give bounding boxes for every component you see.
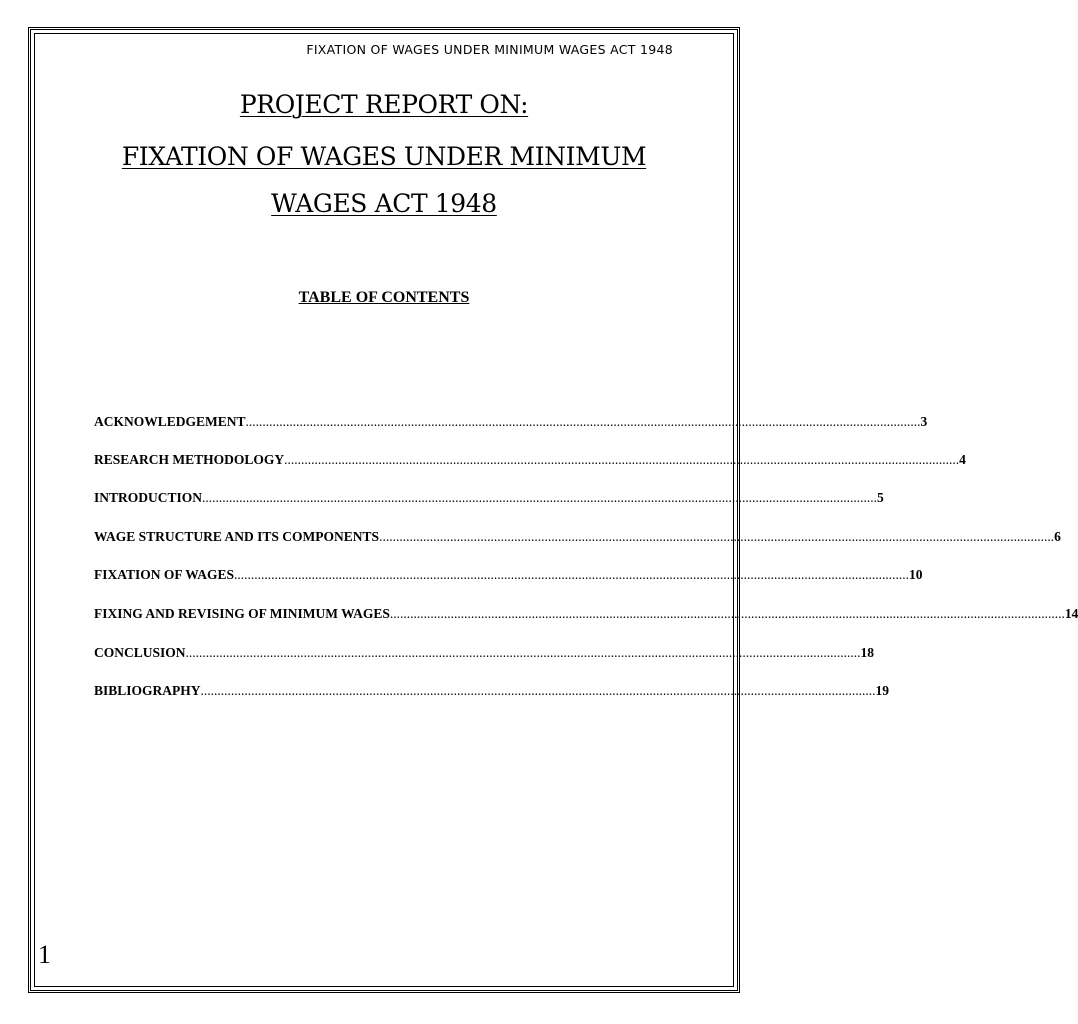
toc-entry-label: ACKNOWLEDGEMENT <box>94 414 246 429</box>
toc-entry-bibliography[interactable] <box>94 683 890 699</box>
toc-entry-page: 18 <box>860 645 875 660</box>
page-number: 1 <box>38 940 51 969</box>
toc-leader-dots: ........................................................................................................................................................................................................ <box>185 645 861 660</box>
toc-entry-label: BIBLIOGRAPHY <box>94 683 201 698</box>
toc-entry-label: FIXING AND REVISING OF MINIMUM WAGES <box>94 606 390 621</box>
toc-entry-label: CONCLUSION <box>94 645 186 660</box>
toc-entry-page: 10 <box>909 567 923 582</box>
toc-entry-wage-structure[interactable] <box>94 529 1061 545</box>
report-title-line-3: WAGES ACT 1948 <box>271 189 497 218</box>
report-title-line-1: PROJECT REPORT ON: <box>239 90 529 119</box>
toc-entry-introduction[interactable] <box>94 490 884 506</box>
toc-entry-acknowledgement[interactable] <box>94 414 928 430</box>
toc-leader-dots: ........................................................................................................................................................................................................ <box>234 567 910 582</box>
toc-leader-dots: ........................................................................................................................................................................................................ <box>389 606 1065 621</box>
toc-leader-dots: ........................................................................................................................................................................................................ <box>379 529 1055 544</box>
toc-leader-dots: ........................................................................................................................................................................................................ <box>245 414 921 429</box>
toc-heading: TABLE OF CONTENTS <box>298 289 470 306</box>
toc-entry-page: 14 <box>1064 606 1078 621</box>
toc-leader-dots: ........................................................................................................................................................................................................ <box>202 490 878 505</box>
toc-leader-dots: ........................................................................................................................................................................................................ <box>284 452 960 467</box>
toc-entry-label: RESEARCH METHODOLOGY <box>94 452 285 467</box>
toc-entry-fixing-and-revising[interactable] <box>94 606 1078 622</box>
toc-leader-dots: ........................................................................................................................................................................................................ <box>200 683 876 698</box>
toc-entry-page: 6 <box>1054 529 1061 544</box>
page-border-inner <box>34 33 734 987</box>
toc-entry-page: 5 <box>877 490 884 505</box>
report-title-line-2: FIXATION OF WAGES UNDER MINIMUM <box>121 142 647 171</box>
toc-entry-label: WAGE STRUCTURE AND ITS COMPONENTS <box>94 529 380 544</box>
running-header: FIXATION OF WAGES UNDER MINIMUM WAGES ACT 1948 <box>306 42 673 57</box>
toc-entry-fixation-of-wages[interactable] <box>94 567 923 583</box>
toc-entry-label: INTRODUCTION <box>94 490 203 505</box>
toc-entry-page: 19 <box>875 683 890 698</box>
toc-entry-conclusion[interactable] <box>94 645 875 661</box>
toc-entry-page: 3 <box>920 414 928 429</box>
toc-entry-label: FIXATION OF WAGES <box>94 567 235 582</box>
toc-entry-research-methodology[interactable] <box>94 452 966 468</box>
toc-entry-page: 4 <box>959 452 966 467</box>
